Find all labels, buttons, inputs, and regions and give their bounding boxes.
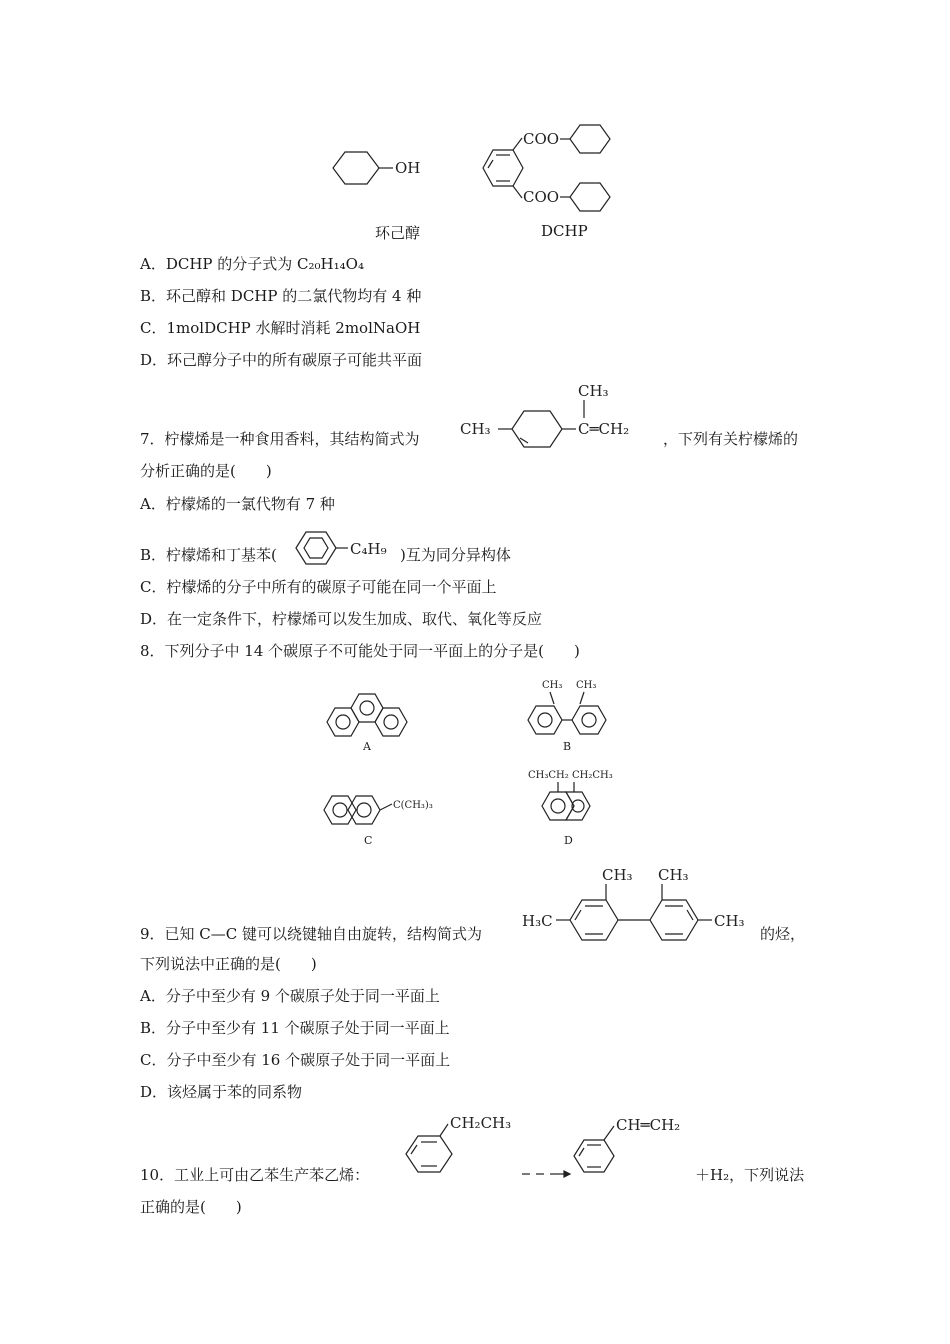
- top-ch3-label: CH₃: [578, 382, 609, 400]
- q8-stem: 8．下列分子中 14 个碳原子不可能处于同一平面上的分子是( ): [140, 642, 580, 660]
- figure-label-dchp: DCHP: [541, 222, 588, 240]
- butylbenzene-structure: [290, 524, 400, 574]
- q6-option-b: B．环己醇和 DCHP 的二氯代物均有 4 种: [140, 287, 422, 305]
- dchp-structure: [478, 120, 628, 216]
- q7-option-c: C．柠檬烯的分子中所有的碳原子可能在同一个平面上: [140, 578, 497, 596]
- q10-stem-line1-b: ＋H₂，下列说法: [695, 1166, 805, 1184]
- q9-stem-line1-b: 的烃，: [760, 925, 806, 943]
- ch3-label-right: CH₃: [658, 866, 689, 884]
- q9-option-c: C．分子中至少有 16 个碳原子处于同一平面上: [140, 1051, 451, 1069]
- q7-stem-line2: 分析正确的是( ): [140, 462, 272, 480]
- coo-label-bottom: COO: [523, 188, 560, 206]
- molecule-d-diethylnaphthalene: [526, 766, 636, 848]
- q7-stem-line1-b: ，下列有关柠檬烯的: [663, 430, 799, 448]
- molecule-b-dimethylbiphenyl: [520, 676, 620, 754]
- label-a: A: [363, 740, 371, 753]
- molecule-a-phenanthrene: [325, 684, 415, 754]
- ch3-label: CH₃: [460, 420, 491, 438]
- q6-option-d: D．环己醇分子中的所有碳原子可能共平面: [140, 351, 423, 369]
- ethylbenzene-structure: [398, 1108, 528, 1188]
- label-c: C: [364, 834, 373, 847]
- oh-label: OH: [395, 159, 421, 177]
- d-substituent: CH₃CH₂ CH₂CH₃: [528, 770, 613, 781]
- q9-stem-line1-a: 9．已知 C—C 键可以绕键轴自由旋转，结构简式为: [140, 925, 483, 943]
- q9-option-d: D．该烃属于苯的同系物: [140, 1083, 303, 1101]
- b-ch3-right: CH₃: [576, 680, 597, 691]
- figure-label-cyclohexanol: 环己醇: [375, 224, 421, 242]
- q6-option-a: A．DCHP 的分子式为 C₂₀H₁₄O₄: [140, 255, 364, 273]
- label-d: D: [564, 834, 573, 847]
- c4h9-label: C₄H₉: [350, 540, 387, 558]
- b-ch3-left: CH₃: [542, 680, 563, 691]
- q10-stem-line2: 正确的是( ): [140, 1198, 242, 1216]
- q10-stem-line1-a: 10．工业上可由乙苯生产苯乙烯：: [140, 1166, 370, 1184]
- q9-stem-line2: 下列说法中正确的是( ): [140, 955, 317, 973]
- vinyl-label: CH═CH₂: [616, 1116, 681, 1134]
- styrene-structure: [568, 1108, 698, 1188]
- ch3-label-left: CH₃: [602, 866, 633, 884]
- ethyl-label: CH₂CH₃: [450, 1114, 512, 1132]
- q7-option-a: A．柠檬烯的一氯代物有 7 种: [140, 495, 335, 513]
- q7-option-b-suffix: )互为同分异构体: [400, 546, 511, 564]
- ch3-label-end: CH₃: [714, 912, 745, 930]
- molecule-c-tert-butylnaphthalene: [322, 786, 452, 848]
- q9-option-b: B．分子中至少有 11 个碳原子处于同一平面上: [140, 1019, 450, 1037]
- q6-option-c: C．1molDCHP 水解时消耗 2molNaOH: [140, 319, 421, 337]
- c-substituent: C(CH₃)₃: [393, 800, 433, 811]
- vinyl-label: C═CH₂: [578, 420, 630, 438]
- reaction-arrow: [520, 1166, 570, 1182]
- tetramethylbiphenyl-structure: [518, 860, 760, 946]
- limonene-structure: [460, 378, 660, 450]
- label-b: B: [563, 740, 572, 753]
- q7-option-b-prefix: B．柠檬烯和丁基苯(: [140, 546, 277, 564]
- h3c-label: H₃C: [522, 912, 553, 930]
- cyclohexanol-structure: [325, 148, 435, 188]
- coo-label-top: COO: [523, 130, 560, 148]
- q9-option-a: A．分子中至少有 9 个碳原子处于同一平面上: [140, 987, 440, 1005]
- q7-stem-line1-a: 7．柠檬烯是一种食用香料，其结构简式为: [140, 430, 420, 448]
- q7-option-d: D．在一定条件下，柠檬烯可以发生加成、取代、氧化等反应: [140, 610, 543, 628]
